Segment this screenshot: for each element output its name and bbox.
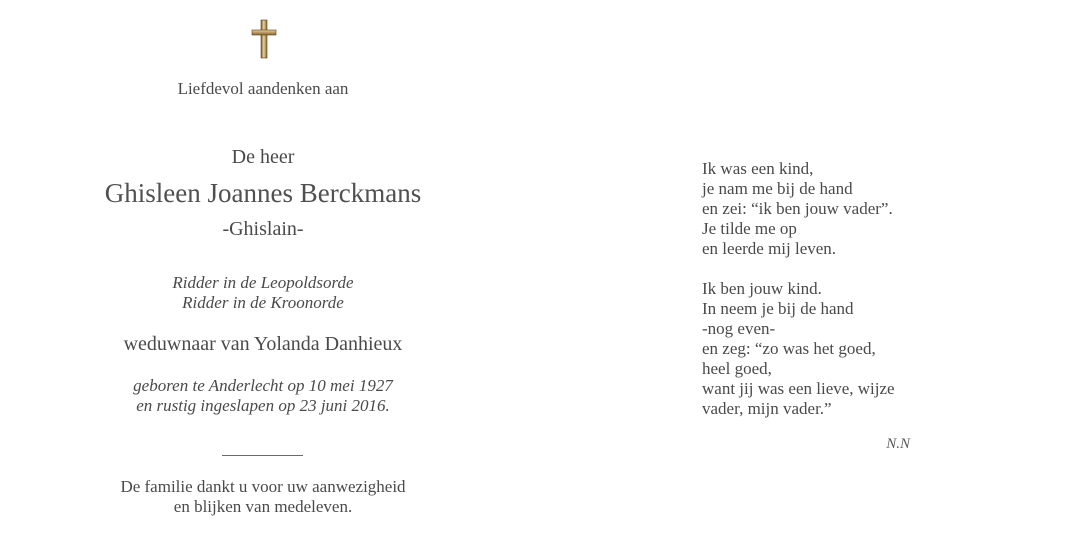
poem-line: In neem je bij de hand — [702, 299, 854, 318]
salutation: De heer — [231, 146, 295, 168]
stanza-break — [702, 259, 942, 279]
poem-line: je nam me bij de hand — [702, 179, 853, 198]
thanks-line-2: en blijken van medeleven. — [173, 497, 353, 516]
birth-date: geboren te Anderlecht op 10 mei 1927 — [133, 376, 393, 395]
poem-line: en leerde mij leven. — [702, 239, 837, 258]
thanks-line-1: De familie dankt u voor uw aanwezigheid — [120, 477, 406, 496]
honor-leopold: Ridder in de Leopoldsorde — [172, 273, 354, 292]
poem-line: heel goed, — [702, 359, 772, 378]
poem-line: vader, mijn vader.” — [702, 399, 832, 418]
poem — [702, 159, 942, 419]
nickname: -Ghislain- — [222, 218, 304, 240]
cross-icon — [251, 19, 277, 59]
death-date: en rustig ingeslapen op 23 juni 2016. — [136, 396, 390, 415]
poem-line: Ik was een kind, — [702, 159, 814, 178]
widow-of: weduwnaar van Yolanda Danhieux — [123, 333, 403, 355]
poem-line: want jij was een lieve, wijze — [702, 379, 895, 398]
deceased-name: Ghisleen Joannes Berckmans — [104, 178, 422, 208]
poem-line: en zei: “ik ben jouw vader”. — [702, 199, 893, 218]
poem-line: -nog even- — [702, 319, 776, 338]
poem-author: N.N — [886, 436, 910, 452]
poem-line: en zeg: “zo was het goed, — [702, 339, 876, 358]
poem-line: Je tilde me op — [702, 219, 797, 238]
honor-kroon: Ridder in de Kroonorde — [182, 293, 344, 312]
poem-line: Ik ben jouw kind. — [702, 279, 822, 298]
intro-text: Liefdevol aandenken aan — [177, 79, 349, 98]
divider-line — [222, 455, 303, 456]
